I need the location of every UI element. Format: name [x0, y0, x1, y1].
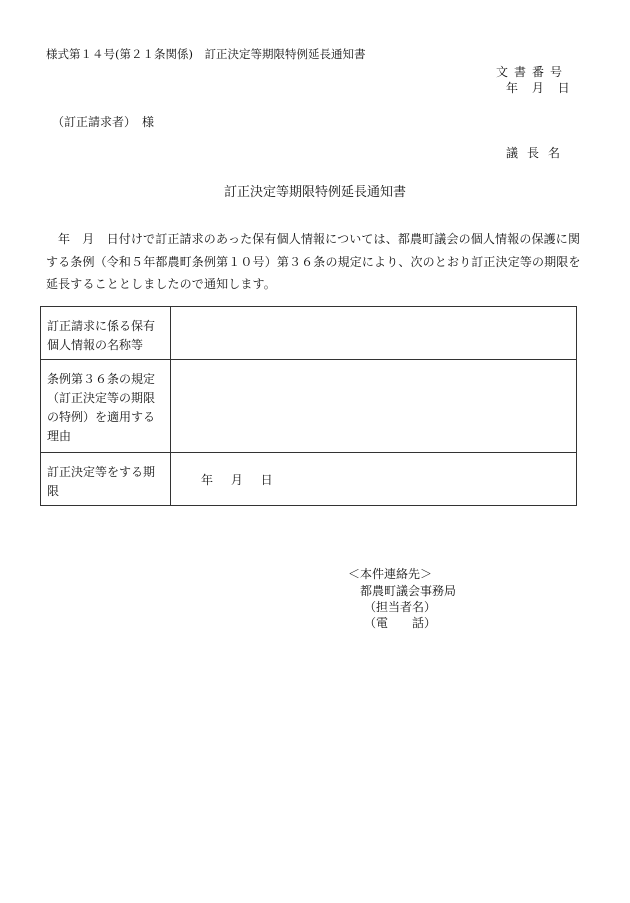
table-row	[41, 360, 577, 453]
row-value	[171, 360, 577, 453]
contact-office: 都農町議会事務局	[360, 584, 457, 598]
document-date-label: 年 月 日	[506, 81, 570, 95]
details-table	[40, 306, 577, 506]
contact-heading: ＜本件連絡先＞	[348, 567, 433, 581]
document-title: 訂正決定等期限特例延長通知書	[223, 185, 406, 200]
contact-person: （担当者名）	[364, 600, 437, 614]
row-value	[171, 307, 577, 360]
sender-name: 議長名	[506, 146, 570, 160]
row-label: 条例第３６条の規定（訂正決定等の期限の特例）を適用する理由	[41, 360, 171, 453]
contact-phone: （電 話）	[364, 616, 437, 630]
row-label: 訂正請求に係る保有個人情報の名称等	[41, 307, 171, 360]
document-number-label: 文書番号	[496, 65, 569, 79]
form-number: 様式第１４号(第２１条関係) 訂正決定等期限特例延長通知書	[46, 47, 366, 61]
row-value	[171, 453, 577, 506]
table-row	[41, 307, 577, 360]
recipient-name: （訂正請求者） 様	[52, 115, 155, 129]
row-label: 訂正決定等をする期限	[41, 453, 171, 506]
deadline-date: 年 月 日	[201, 472, 273, 487]
notice-body: 年 月 日付けで訂正請求のあった保有個人情報については、都農町議会の個人情報の保護に関する条例（令和５年都農町条例第１０号）第３６条の規定により、次のとおり訂正決定等の期限を延長することとしましたので通知します。	[46, 232, 581, 291]
table-row	[41, 453, 577, 506]
